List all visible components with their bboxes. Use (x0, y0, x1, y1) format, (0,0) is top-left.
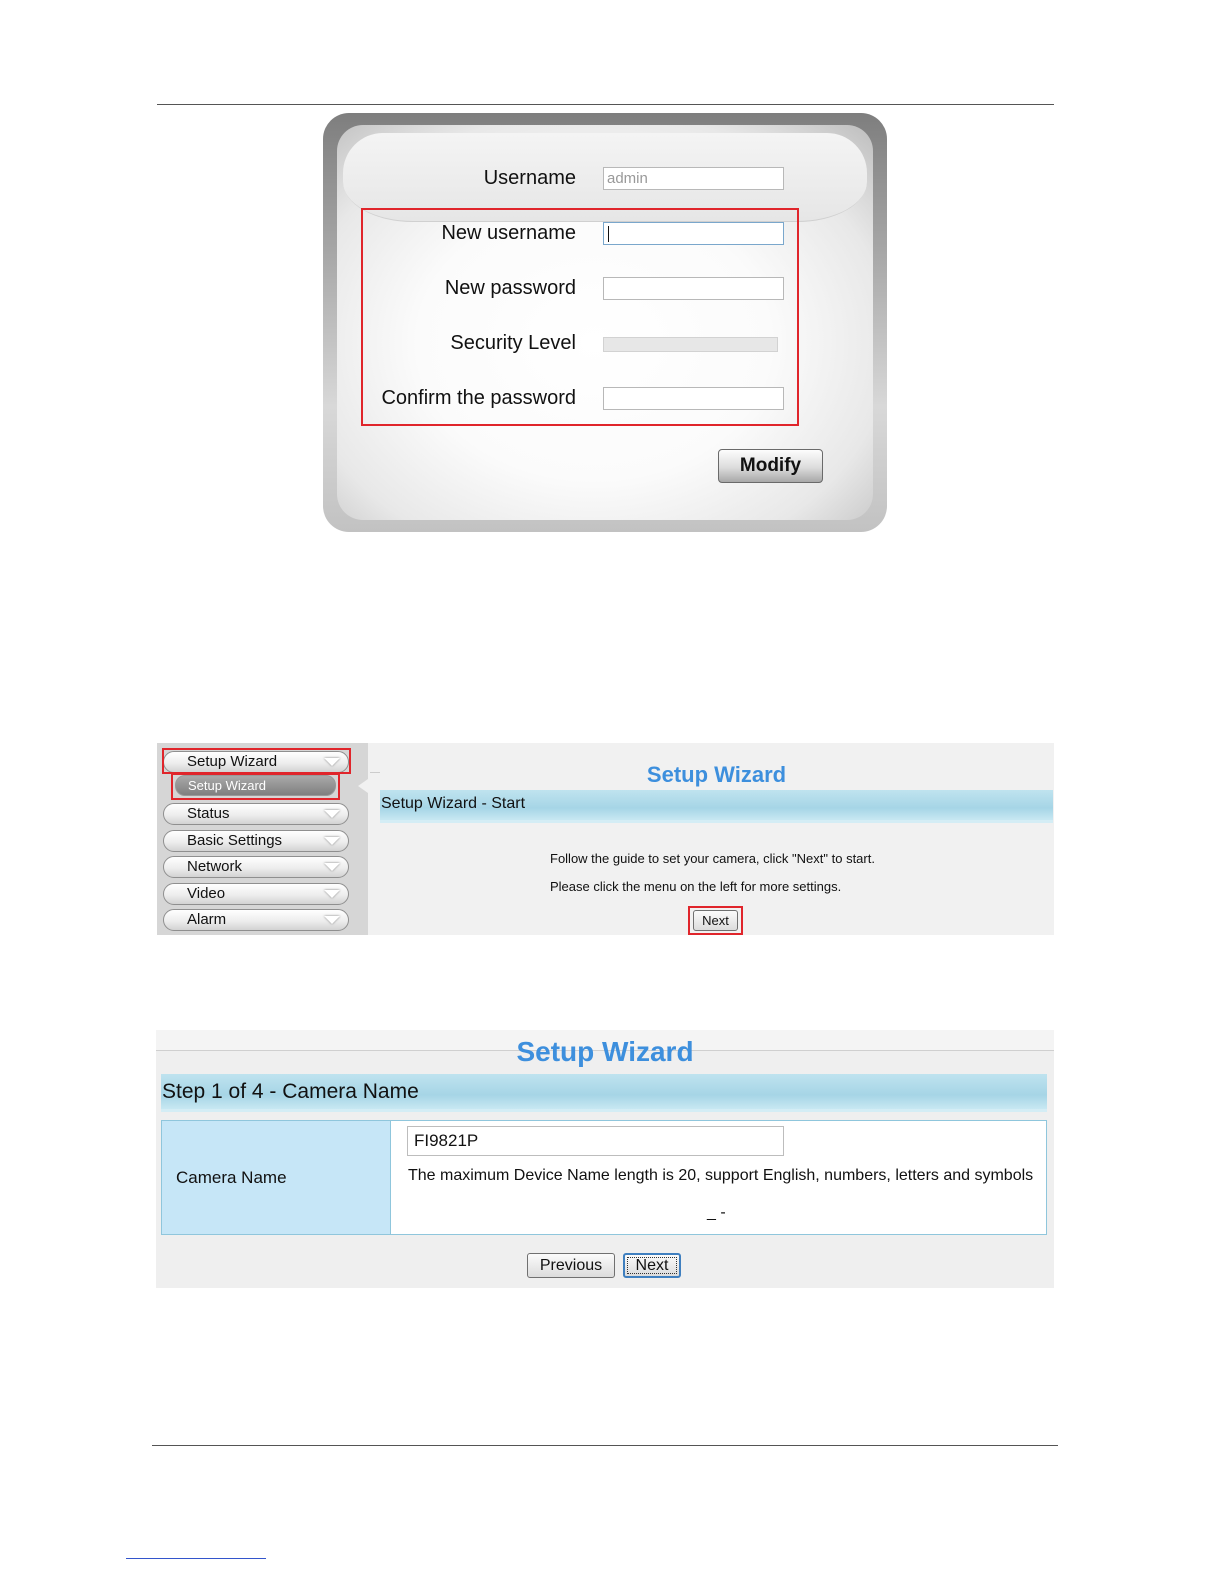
camera-name-hint: The maximum Device Name length is 20, support English, numbers, letters and symbols (408, 1167, 1034, 1184)
sidebar-item-video[interactable] (163, 883, 349, 905)
confirm-password-label: Confirm the password (381, 387, 576, 409)
next-button[interactable]: Next (693, 910, 738, 931)
instruction-line-2: Please click the menu on the left for more settings. (550, 879, 842, 894)
highlight-box-setup-wizard-menu (162, 748, 351, 774)
sidebar-item-alarm[interactable] (163, 909, 349, 931)
new-username-label: New username (441, 222, 576, 244)
section-band (380, 790, 1053, 823)
security-level-label: Security Level (450, 332, 576, 354)
modify-button[interactable]: Modify (718, 449, 823, 483)
page-footer-rule (152, 1445, 1058, 1446)
new-password-field[interactable] (603, 277, 784, 300)
previous-button[interactable]: Previous (527, 1253, 615, 1278)
footer-link-underline (126, 1558, 266, 1559)
label-cell (162, 1121, 391, 1234)
page-header-rule (157, 104, 1054, 105)
instruction-line-1: Follow the guide to set your camera, click "Next" to start. (550, 851, 875, 866)
new-password-label: New password (444, 277, 576, 299)
section-title: Setup Wizard - Start (381, 795, 526, 812)
sidebar-item-label: Status (187, 805, 230, 822)
sidebar-subitem-setup-wizard[interactable]: Setup Wizard (175, 775, 336, 796)
page-title: Setup Wizard (516, 1036, 694, 1067)
new-username-field[interactable] (603, 222, 784, 245)
sidebar-pointer (358, 779, 368, 793)
sidebar-item-label: Network (187, 858, 243, 875)
chevron-down-icon (324, 890, 340, 898)
security-level-bar (603, 337, 778, 352)
sidebar-item-network[interactable] (163, 856, 349, 878)
next-button[interactable]: Next (623, 1253, 681, 1278)
username-field[interactable] (603, 167, 784, 190)
sidebar-item-basic-settings[interactable] (163, 830, 349, 852)
sidebar-item-label: Basic Settings (187, 832, 283, 849)
chevron-down-icon (324, 863, 340, 871)
page-title: Setup Wizard (380, 762, 1053, 788)
confirm-password-field[interactable] (603, 387, 784, 410)
chevron-down-icon (324, 810, 340, 818)
section-title: Step 1 of 4 - Camera Name (162, 1080, 419, 1103)
text-cursor (608, 226, 609, 242)
sidebar-item-status[interactable] (163, 803, 349, 825)
camera-name-label: Camera Name (176, 1168, 287, 1187)
username-label: Username (483, 167, 576, 189)
chevron-down-icon (324, 837, 340, 845)
chevron-down-icon (324, 916, 340, 924)
allowed-symbols: _ - (707, 1204, 726, 1221)
sidebar-item-label: Video (187, 885, 226, 902)
sidebar-item-label: Setup Wizard (187, 753, 278, 770)
section-band (161, 1074, 1047, 1112)
highlight-box-setup-wizard-subitem (171, 773, 340, 800)
camera-name-input[interactable] (407, 1126, 784, 1156)
sidebar-item-label: Alarm (187, 911, 227, 928)
